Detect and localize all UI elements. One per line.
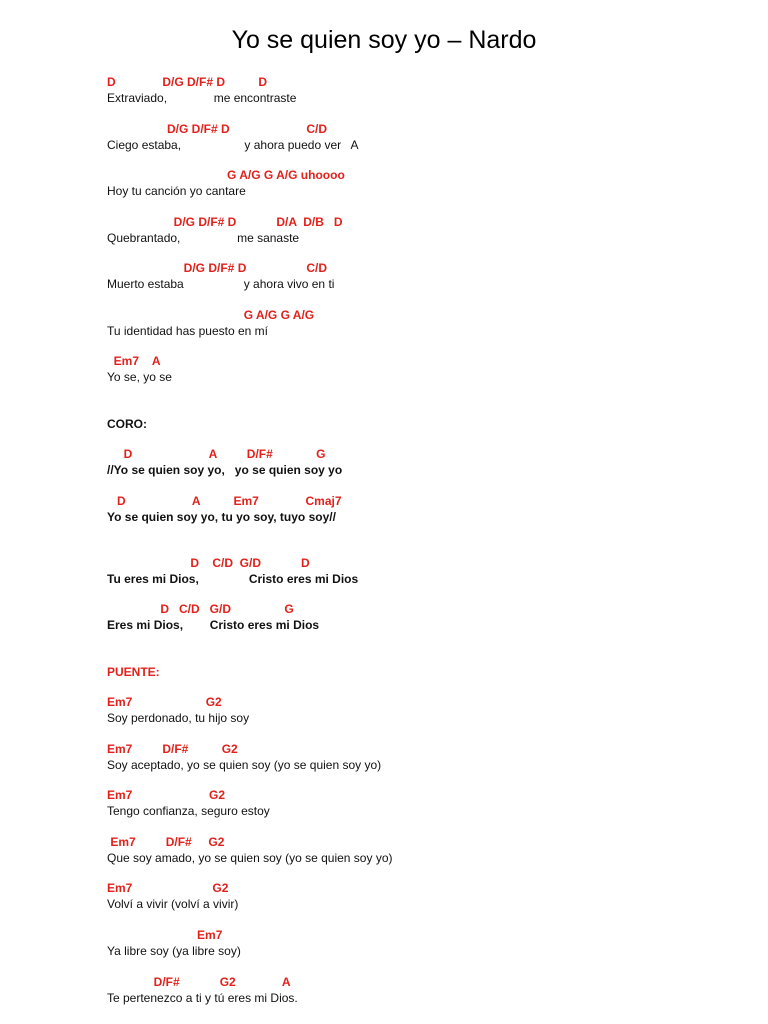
lyric-line: Hoy tu canción yo cantare	[107, 184, 246, 198]
lyric-line: Que soy amado, yo se quien soy (yo se quien soy yo)	[107, 851, 393, 865]
chord-line: Em7 G2	[107, 695, 222, 709]
chord-line: D/F# G2 A	[107, 975, 291, 989]
lyric-line: CORO:	[107, 417, 147, 431]
chord-line: D/G D/F# D D/A D/B D	[107, 215, 343, 229]
chord-line: D A D/F# G	[107, 447, 326, 461]
chord-line: Em7 G2	[107, 788, 226, 802]
chord-line: D C/D G/D G	[107, 602, 294, 616]
lyric-line: Muerto estaba y ahora vivo en ti	[107, 277, 335, 291]
lyric-line: Volví a vivir (volví a vivir)	[107, 897, 239, 911]
chord-line: D D/G D/F# D D	[107, 75, 268, 89]
chord-line: Em7 D/F# G2	[107, 742, 238, 756]
chord-line: G A/G G A/G uhoooo	[107, 168, 345, 182]
chord-line: D A Em7 Cmaj7	[107, 494, 342, 508]
lyric-line: Quebrantado, me sanaste	[107, 231, 300, 245]
song-title: Yo se quien soy yo – Nardo	[231, 26, 537, 54]
lyric-line: Te pertenezco a ti y tú eres mi Dios.	[107, 991, 298, 1005]
chord-line: PUENTE:	[107, 665, 160, 679]
chord-line: D C/D G/D D	[107, 556, 310, 570]
chord-line: D/G D/F# D C/D	[107, 261, 328, 275]
lyric-line: Soy perdonado, tu hijo soy	[107, 711, 250, 725]
lyric-line: Yo se quien soy yo, tu yo soy, tuyo soy//	[107, 510, 336, 524]
lyric-line: Tu eres mi Dios, Cristo eres mi Dios	[107, 572, 359, 586]
lyric-line: Tu identidad has puesto en mí	[107, 324, 268, 338]
lyric-line: Tengo confianza, seguro estoy	[107, 804, 270, 818]
chord-line: Em7 G2	[107, 881, 229, 895]
chord-line: Em7 A	[107, 354, 161, 368]
lyric-line: Ciego estaba, y ahora puedo ver A	[107, 138, 359, 152]
chord-line: Em7 D/F# G2	[107, 835, 225, 849]
lyric-line: Extraviado, me encontraste	[107, 91, 297, 105]
lyric-line: //Yo se quien soy yo, yo se quien soy yo	[107, 463, 343, 477]
lyric-line: Eres mi Dios, Cristo eres mi Dios	[107, 618, 320, 632]
chord-line: D/G D/F# D C/D	[107, 122, 328, 136]
lyric-line: Ya libre soy (ya libre soy)	[107, 944, 241, 958]
chord-line: G A/G G A/G	[107, 308, 315, 322]
chord-line: Em7	[107, 928, 223, 942]
lyric-line: Soy aceptado, yo se quien soy (yo se quien soy yo)	[107, 758, 382, 772]
lyric-line: Yo se, yo se	[107, 370, 172, 384]
